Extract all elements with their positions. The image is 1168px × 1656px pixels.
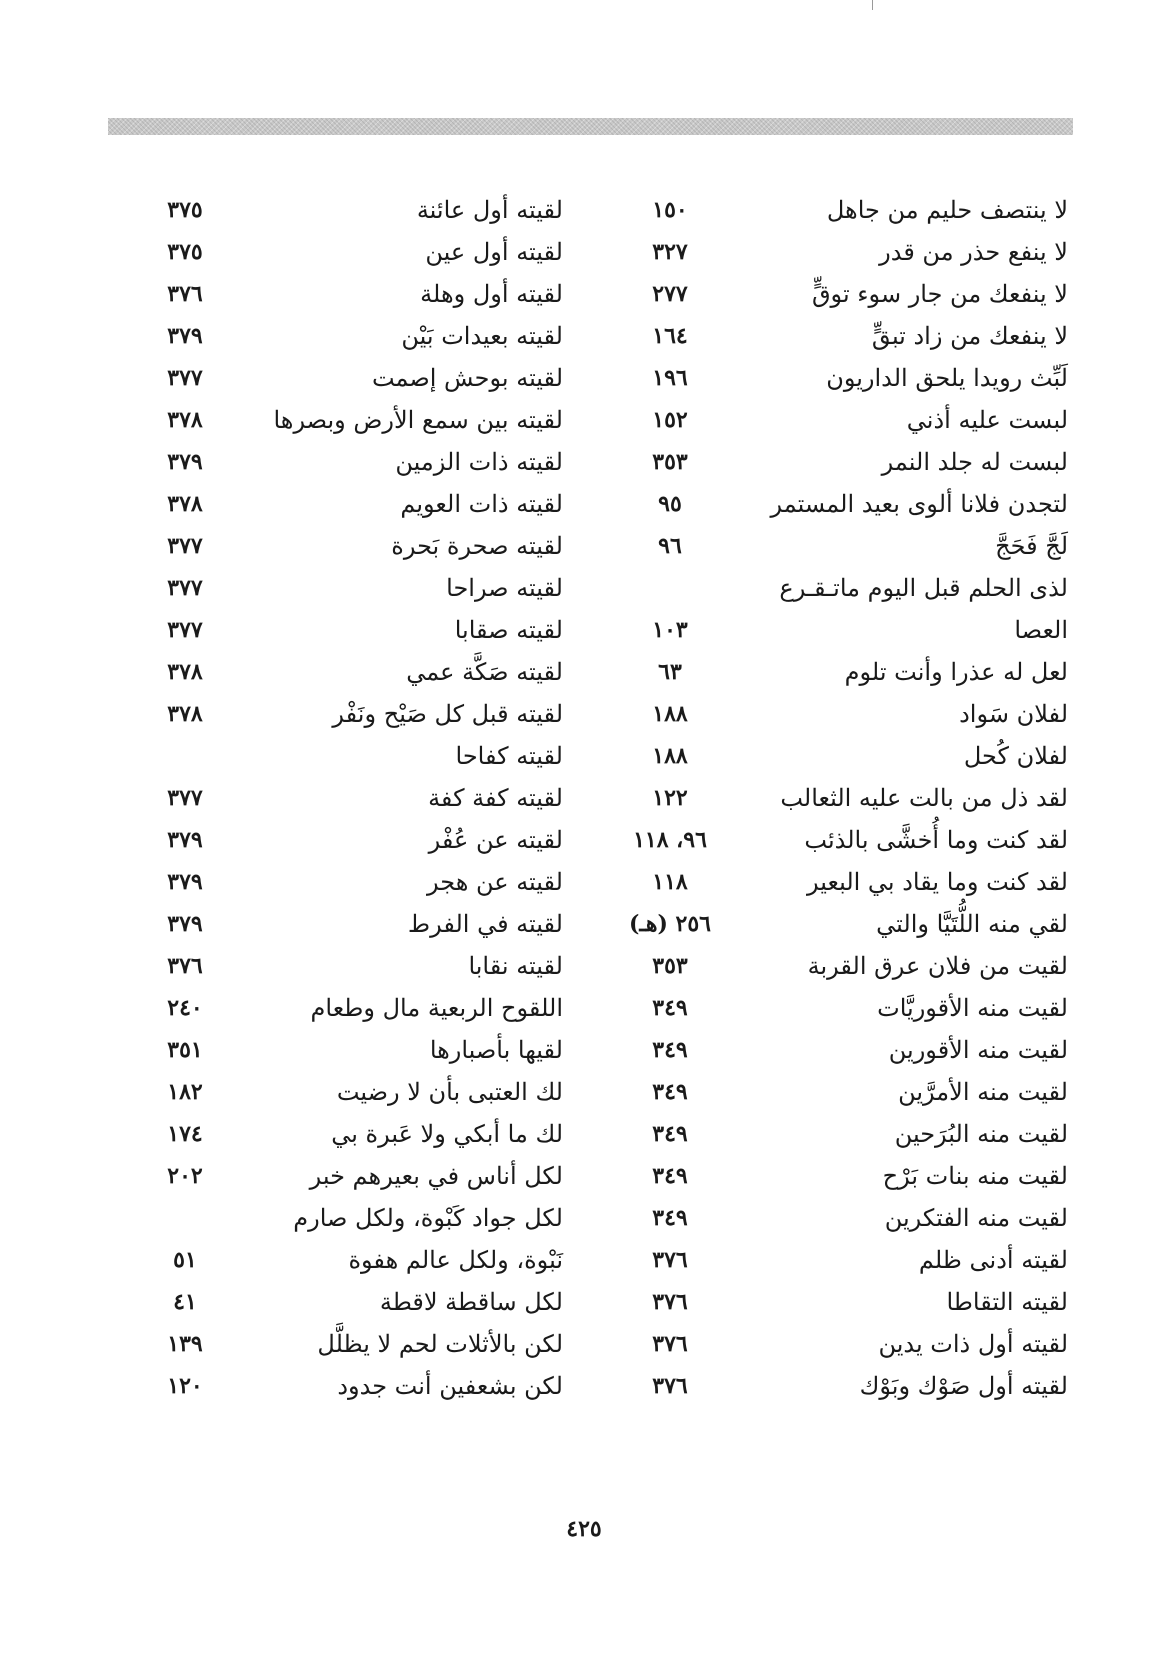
index-row: [0, 440, 1168, 484]
page-ref-right: [610, 566, 730, 610]
page-ref-right: ١٥٢: [652, 407, 688, 433]
proverb-left: لك العتبى بأن لا رضيت: [336, 1078, 563, 1106]
page-ref-right: ٩٦: [658, 533, 682, 559]
index-row: [0, 902, 1168, 946]
page-ref-left: ٣٧٩: [167, 827, 203, 853]
page-ref-right: ١١٨: [652, 869, 688, 895]
index-row: [0, 1196, 1168, 1240]
page-ref-right: ٣٤٩: [652, 995, 688, 1021]
index-row: [0, 860, 1168, 904]
page-ref-left: ٣٧٧: [167, 617, 203, 643]
proverb-left: لقيته بين سمع الأرض وبصرها: [273, 406, 563, 434]
proverb-left: لكن بشعفين أنت جدود: [337, 1372, 563, 1400]
proverb-left: لقيته صقابا: [454, 616, 563, 644]
index-row: [0, 1112, 1168, 1156]
proverb-left: لقيها بأصبارها: [429, 1036, 563, 1064]
proverb-right: لقيته التقاطا: [946, 1288, 1068, 1316]
proverb-left: لقيته بوحش إصمت: [371, 364, 563, 392]
index-row: [0, 1154, 1168, 1198]
index-row: [0, 524, 1168, 568]
proverb-right: لا ينتصف حليم من جاهل: [826, 196, 1068, 224]
page-ref-right: ٣٤٩: [652, 1079, 688, 1105]
index-row: [0, 1364, 1168, 1408]
page-ref-left: ٣٧٦: [167, 953, 203, 979]
proverb-right: لقيته أدنى ظلم: [918, 1246, 1068, 1274]
proverb-left: لقيته قبل كل صَيْح ونَفْر: [332, 700, 563, 728]
proverb-right: لقيته أول صَوْك وبَوْك: [859, 1372, 1068, 1400]
page-ref-right: ٣٧٦: [652, 1247, 688, 1273]
proverb-left: لقيته صَكَّة عمي: [406, 658, 563, 686]
page-ref-left: [140, 1196, 230, 1240]
proverb-right: لذى الحلم قبل اليوم ماتـقـرع: [779, 574, 1068, 602]
proverb-left: لقيته عن هجر: [426, 868, 563, 896]
proverb-left: نَبْوة، ولكل عالم هفوة: [348, 1246, 563, 1274]
page-ref-right: ٣٧٦: [652, 1373, 688, 1399]
header-band: [108, 118, 1073, 135]
page-ref-right: ١٦٤: [652, 323, 688, 349]
proverb-right: لعل له عذرا وأنت تلوم: [844, 658, 1068, 686]
proverb-left: لقيته كفاحا: [455, 742, 563, 770]
proverb-right: لا ينفعك من زاد تبقٍّ: [871, 322, 1068, 350]
proverb-left: لكل ساقطة لاقطة: [379, 1288, 563, 1316]
proverb-right: لَبِّث رويدا يلحق الداريون: [826, 364, 1068, 392]
page-ref-left: ١٣٩: [167, 1331, 203, 1357]
index-row: [0, 272, 1168, 316]
page-ref-left: ٣٧٨: [167, 491, 203, 517]
proverb-left: لكل جواد كَبْوة، ولكل صارم: [293, 1204, 563, 1232]
page-ref-left: ٣٥١: [167, 1037, 203, 1063]
proverb-left: لك ما أبكي ولا عَبرة بي: [331, 1120, 563, 1148]
index-row: [0, 230, 1168, 274]
index-row: [0, 776, 1168, 820]
page-ref-left: ٣٧٨: [167, 701, 203, 727]
proverb-right: لقيته أول ذات يدين: [878, 1330, 1068, 1358]
page-ref-right: ١٢٢: [652, 785, 688, 811]
page-ref-left: ٣٧٧: [167, 533, 203, 559]
page-ref-right: ١٨٨: [652, 701, 688, 727]
page-ref-right: ١٠٣: [652, 617, 688, 643]
proverb-right: لقي منه اللُّتَيَّا والتي: [876, 910, 1068, 938]
proverb-left: لقيته في الفرط: [407, 910, 563, 938]
page-ref-left: ٥١: [173, 1247, 197, 1273]
proverb-right: لقيت منه بنات بَرْح: [882, 1162, 1068, 1190]
page-ref-right: ٣٥٣: [652, 449, 688, 475]
index-row: [0, 1070, 1168, 1114]
page-ref-right: ٣٤٩: [652, 1163, 688, 1189]
page-ref-right: ٣٧٦: [652, 1331, 688, 1357]
proverb-left: لقيته صحرة بَحرة: [391, 532, 563, 560]
page-ref-right: ٣٢٧: [652, 239, 688, 265]
page-ref-right: ٣٥٣: [652, 953, 688, 979]
page-ref-right: ٩٥: [658, 491, 682, 517]
page-ref-right: ٣٧٦: [652, 1289, 688, 1315]
page-ref-left: ٢٤٠: [167, 995, 203, 1021]
index-row: [0, 314, 1168, 358]
proverb-right: لفلان سَواد: [959, 700, 1068, 728]
page-ref-right: ١٨٨: [652, 743, 688, 769]
proverb-left: لقيته نقابا: [468, 952, 563, 980]
proverb-left: لقيته كفة كفة: [428, 784, 563, 812]
proverb-left: لقيته ذات العويم: [400, 490, 563, 518]
proverb-left: لقيته أول عين: [425, 238, 563, 266]
page-ref-right: ٢٧٧: [652, 281, 688, 307]
page-ref-right: ٣٤٩: [652, 1121, 688, 1147]
proverb-right: لتجدن فلانا ألوى بعيد المستمر: [770, 490, 1068, 518]
page-ref-left: ٣٧٦: [167, 281, 203, 307]
proverb-right: لقيت منه البُرَحين: [894, 1120, 1068, 1148]
index-row: [0, 1280, 1168, 1324]
index-row: [0, 482, 1168, 526]
page-ref-right: ٣٤٩: [652, 1037, 688, 1063]
page-number: ٤٢٥: [566, 1516, 602, 1542]
index-row: [0, 188, 1168, 232]
page-ref-left: ٣٧٥: [167, 197, 203, 223]
page-ref-left: ٣٧٥: [167, 239, 203, 265]
page-ref-left: ٣٧٨: [167, 659, 203, 685]
index-row: [0, 1238, 1168, 1282]
page-ref-left: ٢٠٢: [167, 1163, 203, 1189]
index-row: [0, 398, 1168, 442]
page-ref-right: ٢٥٦ (هـ): [629, 911, 711, 937]
page-ref-right: ٩٦، ١١٨: [633, 827, 707, 853]
page-ref-left: ١٨٢: [167, 1079, 203, 1105]
proverb-right: لقد كنت وما يقاد بي البعير: [807, 868, 1068, 896]
proverb-right: لبست عليه أذني: [906, 406, 1068, 434]
index-row: [0, 566, 1168, 610]
page-ref-left: ٣٧٩: [167, 869, 203, 895]
page-ref-left: ١٧٤: [167, 1121, 203, 1147]
proverb-right: لقيت منه الأقورين: [888, 1036, 1068, 1064]
page-ref-left: ٣٧٩: [167, 323, 203, 349]
proverb-right: لقيت منه الأمرَّين: [898, 1078, 1068, 1106]
page-ref-left: ٤١: [173, 1289, 197, 1315]
page-ref-left: ٣٧٧: [167, 785, 203, 811]
index-row: [0, 734, 1168, 778]
index-row: [0, 944, 1168, 988]
index-row: [0, 1322, 1168, 1366]
proverb-left: لقيته عن عُفْر: [428, 826, 563, 854]
proverb-right: لَجَّ فَحَجَّ: [995, 532, 1068, 560]
page-ref-left: ٣٧٨: [167, 407, 203, 433]
proverb-left: لكن بالأثلات لحم لا يظلَّل: [317, 1330, 563, 1358]
proverb-right: لقيت منه الفتكرين: [884, 1204, 1068, 1232]
proverb-right: لا ينفعك من جار سوء توقٍّ: [811, 280, 1068, 308]
page-ref-right: ١٥٠: [652, 197, 688, 223]
proverb-right: العصا: [1014, 616, 1068, 644]
proverb-left: لقيته أول وهلة: [420, 280, 563, 308]
proverb-left: لكل أناس في بعيرهم خبر: [309, 1162, 563, 1190]
page-ref-left: ١٢٠: [167, 1373, 203, 1399]
proverb-left: لقيته بعيدات بَيْن: [401, 322, 563, 350]
index-row: [0, 608, 1168, 652]
proverb-right: لقيت منه الأقوريَّات: [877, 994, 1068, 1022]
index-row: [0, 818, 1168, 862]
page-ref-right: ١٩٦: [652, 365, 688, 391]
page-ref-left: ٣٧٩: [167, 449, 203, 475]
proverb-right: لقد كنت وما أُخشَّى بالذئب: [804, 826, 1068, 854]
proverb-right: لفلان كُحل: [963, 742, 1068, 770]
page-ref-right: ٦٣: [658, 659, 682, 685]
proverb-right: لا ينفع حذر من قدر: [879, 238, 1068, 266]
index-row: [0, 986, 1168, 1030]
page-ref-left: ٣٧٧: [167, 575, 203, 601]
page-ref-right: ٣٤٩: [652, 1205, 688, 1231]
index-row: [0, 650, 1168, 694]
index-row: [0, 356, 1168, 400]
proverb-left: اللقوح الربعية مال وطعام: [310, 994, 563, 1022]
proverb-left: لقيته صراحا: [446, 574, 563, 602]
page-ref-left: ٣٧٩: [167, 911, 203, 937]
index-row: [0, 692, 1168, 736]
proverb-left: لقيته ذات الزمين: [395, 448, 563, 476]
proverb-right: لبست له جلد النمر: [881, 448, 1068, 476]
proverb-left: لقيته أول عائنة: [416, 196, 563, 224]
page-ref-left: [140, 734, 230, 778]
page-ref-left: ٣٧٧: [167, 365, 203, 391]
proverb-right: لقد ذل من بالت عليه الثعالب: [780, 784, 1068, 812]
proverb-right: لقيت من فلان عرق القربة: [807, 952, 1068, 980]
scan-mark: [872, 0, 873, 10]
index-row: [0, 1028, 1168, 1072]
